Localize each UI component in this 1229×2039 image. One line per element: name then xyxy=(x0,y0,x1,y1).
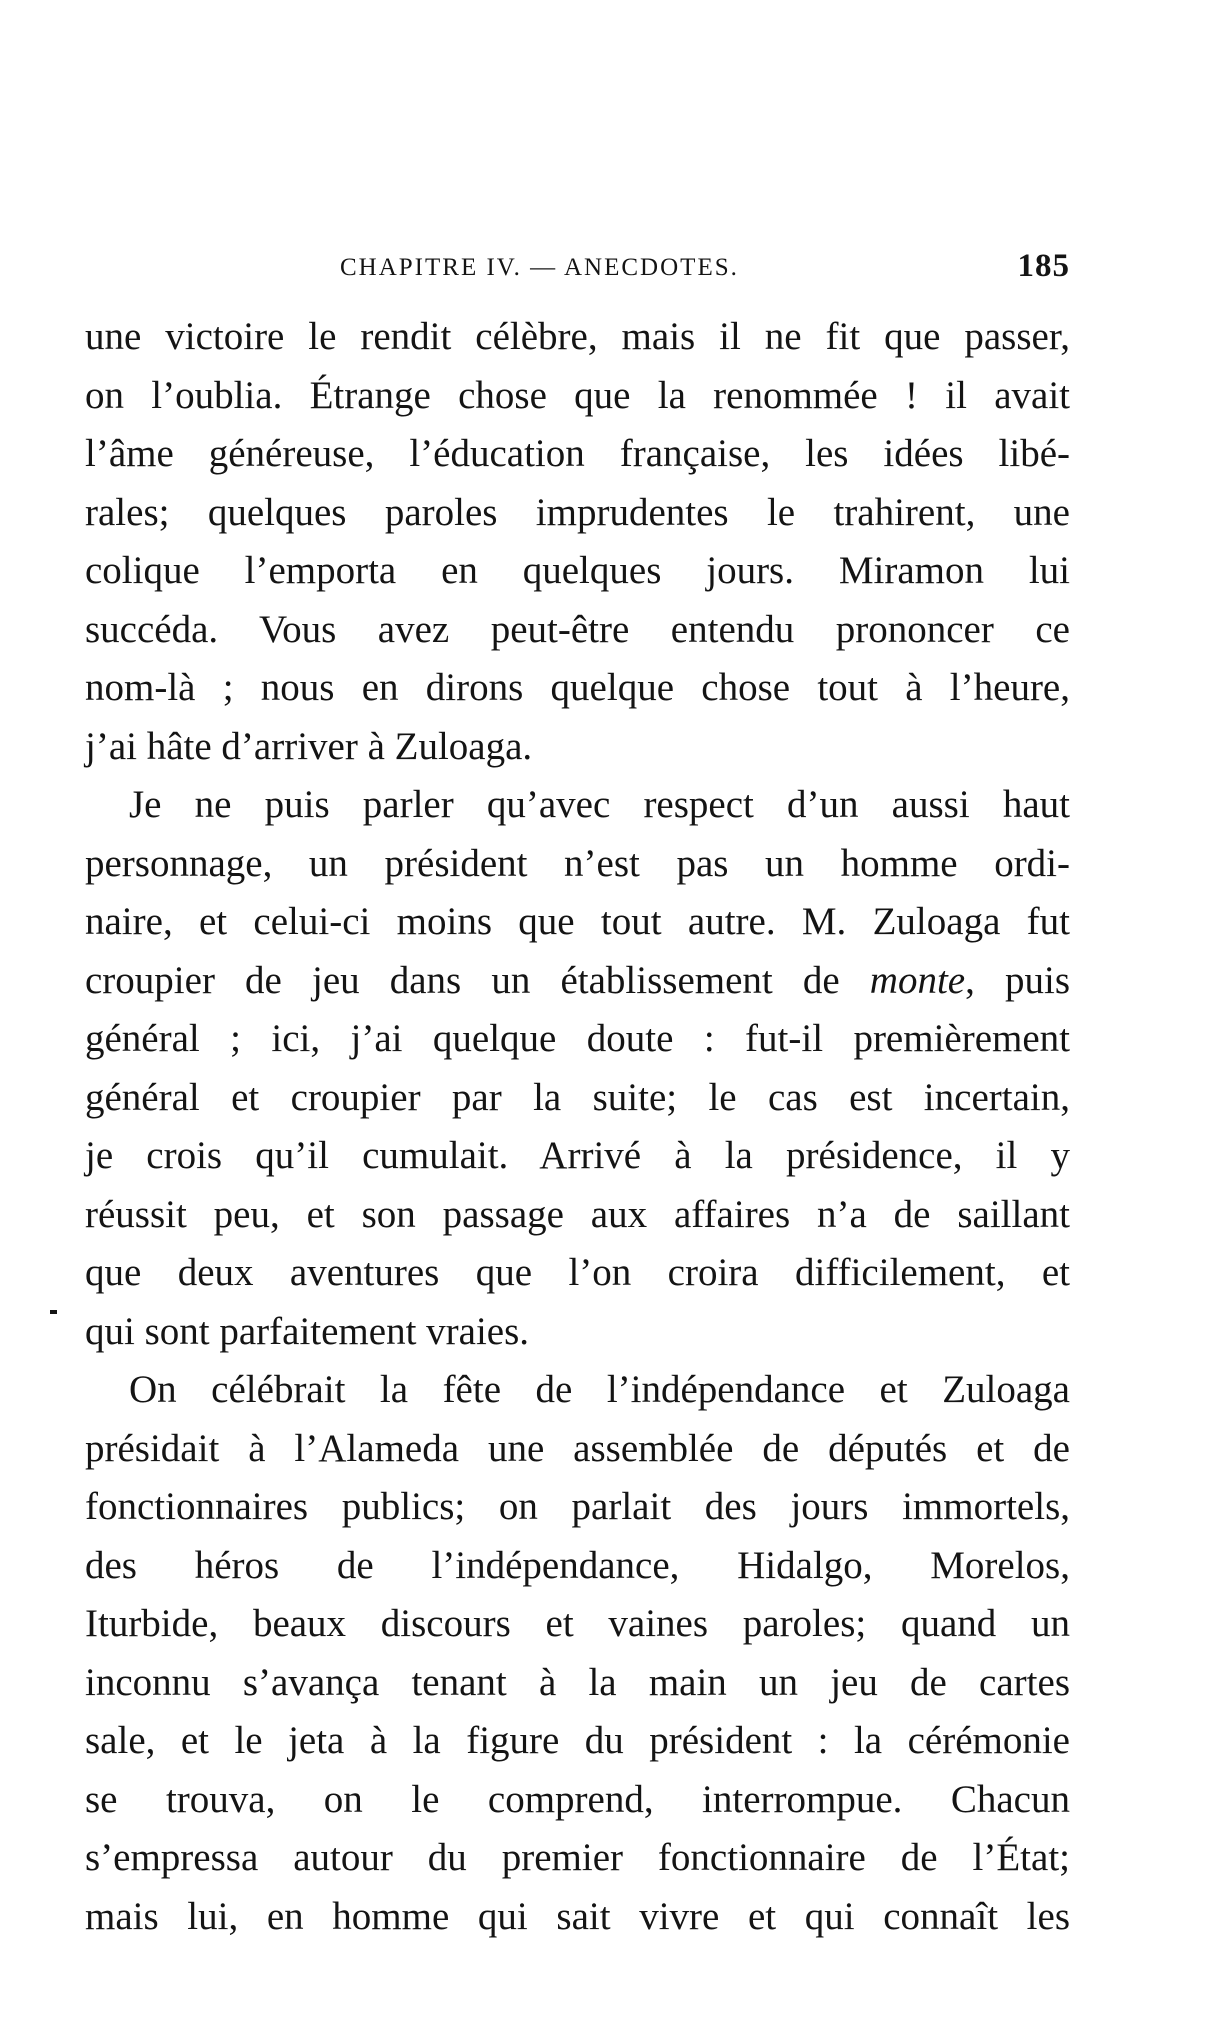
body-text xyxy=(85,308,1070,1946)
text-line: que deux aventures que l’on croira difficilement, et xyxy=(85,1251,1070,1294)
text-line: je crois qu’il cumulait. Arrivé à la présidence, il y xyxy=(85,1134,1070,1177)
text-line: général et croupier par la suite; le cas est incertain, xyxy=(85,1075,1070,1119)
text-line: se trouva, on le comprend, interrompue. Chacun xyxy=(85,1777,1070,1821)
text-line: nom-là ; nous en dirons quelque chose tout à l’heure, xyxy=(85,666,1070,709)
text-line: une victoire le rendit célèbre, mais il ne fit que passer, xyxy=(85,315,1070,358)
paragraph-end-line: j’ai hâte d’arriver à Zuloaga. xyxy=(85,724,533,768)
text-line: s’empressa autour du premier fonctionnaire de l’État; xyxy=(85,1836,1070,1879)
text-line: des héros de l’indépendance, Hidalgo, Morelos, xyxy=(85,1543,1070,1587)
running-head xyxy=(85,248,1070,288)
text-line: succéda. Vous avez peut-être entendu prononcer ce xyxy=(85,607,1070,651)
paragraph-start-line: On célébrait la fête de l’indépendance et Zuloaga xyxy=(129,1368,1070,1411)
paragraph-start-line: Je ne puis parler qu’avec respect d’un aussi haut xyxy=(129,783,1070,826)
italic-word: monte xyxy=(869,958,966,1002)
text-line: rales; quelques paroles imprudentes le trahirent, une xyxy=(85,490,1070,534)
text-line: l’âme généreuse, l’éducation française, les idées libé- xyxy=(85,432,1070,475)
text-line: naire, et celui-ci moins que tout autre. M. Zuloaga fut xyxy=(85,900,1070,943)
text-line: présidait à l’Alameda une assemblée de députés et de xyxy=(85,1426,1070,1470)
text-line: général ; ici, j’ai quelque doute : fut-il premièrement xyxy=(85,1017,1070,1060)
text-line: on l’oublia. Étrange chose que la renommée ! il avait xyxy=(85,373,1070,417)
text-line: fonctionnaires publics; on parlait des jours immortels, xyxy=(85,1485,1070,1528)
text-line: personnage, un président n’est pas un homme ordi- xyxy=(85,841,1070,885)
running-title: CHAPITRE IV. — ANECDOTES. xyxy=(340,254,739,281)
text-line: Iturbide, beaux discours et vaines paroles; quand un xyxy=(85,1602,1070,1645)
text-line: mais lui, en homme qui sait vivre et qui connaît les xyxy=(85,1894,1070,1938)
text-line: sale, et le jeta à la figure du président : la cérémonie xyxy=(85,1719,1070,1762)
text-line: inconnu s’avança tenant à la main un jeu de cartes xyxy=(85,1660,1070,1704)
text-line: croupier de jeu dans un établissement de monte, puis xyxy=(85,958,1070,1002)
text-line: colique l’emporta en quelques jours. Miramon lui xyxy=(85,549,1070,592)
text-line: réussit peu, et son passage aux affaires n’a de saillant xyxy=(85,1192,1070,1236)
paragraph-end-line: qui sont parfaitement vraies. xyxy=(85,1309,530,1353)
margin-mark xyxy=(50,1310,57,1314)
page-number: 185 xyxy=(1017,248,1070,284)
